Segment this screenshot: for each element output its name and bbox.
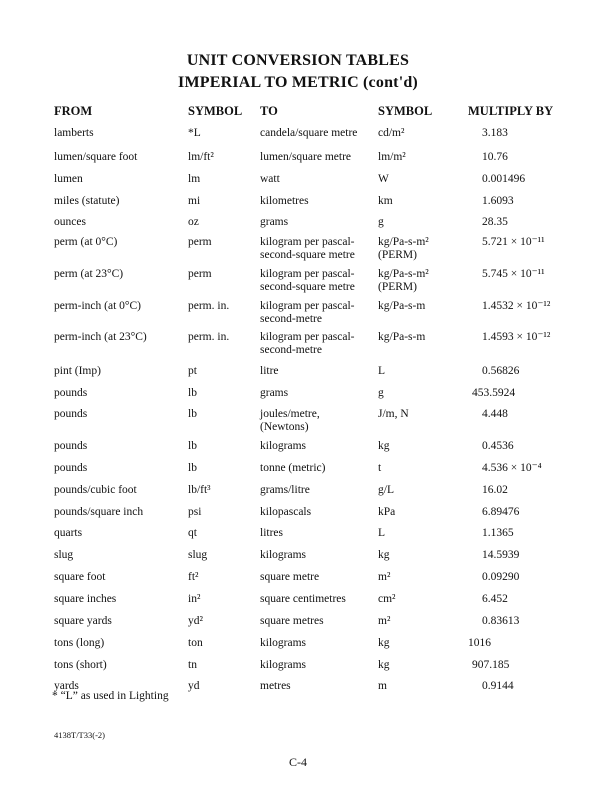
cell-to <box>260 408 320 434</box>
cell-to-line: metres <box>260 680 291 692</box>
cell-multiply-by: 6.452 <box>482 593 508 605</box>
cell-symbol: lm/ft² <box>188 151 214 163</box>
cell-multiply-by: 5.721 × 10⁻¹¹ <box>482 236 545 248</box>
cell-symbol: perm <box>188 268 212 280</box>
cell-symbol-metric <box>378 506 395 519</box>
cell-to <box>260 216 288 229</box>
cell-multiply-by: 16.02 <box>482 484 508 496</box>
cell-multiply-by: 0.83613 <box>482 615 520 627</box>
cell-to-line: kilogram per pascal- <box>260 236 355 248</box>
cell-symbol-metric-line: m² <box>378 615 391 627</box>
cell-symbol: ft² <box>188 571 199 583</box>
cell-from: pounds/cubic foot <box>54 484 137 496</box>
cell-symbol-metric <box>378 637 390 650</box>
cell-symbol: lb <box>188 462 197 474</box>
cell-to-line: candela/square metre <box>260 127 358 139</box>
cell-symbol-metric-line: g <box>378 216 384 228</box>
cell-symbol: perm. in. <box>188 331 230 343</box>
cell-multiply-by: 6.89476 <box>482 506 520 518</box>
cell-to <box>260 637 306 650</box>
cell-symbol: lb <box>188 387 197 399</box>
cell-symbol-metric-line: (PERM) <box>378 249 417 261</box>
cell-to <box>260 506 311 519</box>
cell-to <box>260 680 291 693</box>
cell-symbol-metric <box>378 173 389 186</box>
cell-to-line: grams <box>260 216 289 228</box>
cell-to-line: kilogram per pascal- <box>260 300 355 312</box>
cell-multiply-by: 0.9144 <box>482 680 514 692</box>
cell-symbol-metric-line: cd/m² <box>378 127 405 139</box>
cell-to <box>260 127 357 140</box>
cell-to <box>260 365 279 378</box>
cell-symbol-metric-line: kg/Pa-s-m² <box>378 268 429 280</box>
cell-symbol: lb <box>188 440 197 452</box>
cell-to <box>260 195 309 208</box>
cell-symbol-metric <box>378 216 384 229</box>
cell-multiply-by: 0.4536 <box>482 440 514 452</box>
cell-to-line: kilopascals <box>260 506 312 518</box>
cell-symbol: lm <box>188 173 201 185</box>
cell-to-line: lumen/square metre <box>260 151 352 163</box>
cell-symbol-metric <box>378 151 406 164</box>
cell-multiply-by: 4.536 × 10⁻⁴ <box>482 462 542 474</box>
cell-to <box>260 300 355 326</box>
cell-from: pint (Imp) <box>54 365 101 377</box>
cell-symbol-metric-line: cm² <box>378 593 396 605</box>
cell-symbol-metric <box>378 195 393 208</box>
cell-from: tons (short) <box>54 659 107 671</box>
cell-symbol-metric-line: m <box>378 680 387 692</box>
cell-symbol: slug <box>188 549 208 561</box>
cell-symbol-metric-line: g/L <box>378 484 394 496</box>
cell-symbol-metric <box>378 408 409 421</box>
cell-multiply-by: 5.745 × 10⁻¹¹ <box>482 268 545 280</box>
cell-from: quarts <box>54 527 83 539</box>
cell-multiply-by: 1016 <box>468 637 491 649</box>
cell-to-line: watt <box>260 173 280 185</box>
cell-from: lumen <box>54 173 83 185</box>
cell-to-line: second-metre <box>260 313 322 325</box>
cell-symbol-metric <box>378 300 425 313</box>
cell-to-line: second-square metre <box>260 281 355 293</box>
cell-symbol: perm <box>188 236 212 248</box>
cell-symbol-metric <box>378 268 429 294</box>
cell-to-line: litres <box>260 527 283 539</box>
cell-symbol-metric-line: lm/m² <box>378 151 406 163</box>
cell-from: perm (at 0°C) <box>54 236 118 248</box>
cell-to <box>260 571 319 584</box>
cell-symbol-metric-line: kg/Pa-s-m² <box>378 236 429 248</box>
cell-from: tons (long) <box>54 637 105 649</box>
cell-to-line: (Newtons) <box>260 421 309 433</box>
cell-from: lamberts <box>54 127 94 139</box>
cell-symbol: perm. in. <box>188 300 230 312</box>
cell-multiply-by: 1.6093 <box>482 195 514 207</box>
cell-from: yards <box>54 680 79 692</box>
footnote: * “L” as used in Lighting <box>52 690 169 702</box>
cell-from: pounds <box>54 387 88 399</box>
cell-from: pounds <box>54 462 88 474</box>
cell-to-line: grams/litre <box>260 484 310 496</box>
cell-multiply-by: 453.5924 <box>472 387 516 399</box>
cell-from: slug <box>54 549 74 561</box>
cell-multiply-by: 0.56826 <box>482 365 520 377</box>
cell-from: ounces <box>54 216 86 228</box>
page-number: C-4 <box>289 755 307 769</box>
cell-symbol-metric <box>378 615 390 628</box>
cell-symbol-metric-line: W <box>378 173 389 185</box>
cell-to-line: litre <box>260 365 279 377</box>
cell-symbol: mi <box>188 195 201 207</box>
document-code: 4138T/T33(-2) <box>54 730 105 740</box>
cell-multiply-by: 28.35 <box>482 216 508 228</box>
cell-from: pounds/square inch <box>54 506 144 518</box>
cell-from: perm-inch (at 23°C) <box>54 331 147 343</box>
cell-symbol: ton <box>188 637 203 649</box>
cell-symbol-metric-line: kPa <box>378 506 396 518</box>
cell-symbol: in² <box>188 593 201 605</box>
cell-to-line: joules/metre, <box>260 408 320 420</box>
cell-to-line: second-square metre <box>260 249 355 261</box>
cell-symbol-metric-line: kg/Pa-s-m <box>378 300 426 312</box>
cell-to <box>260 615 324 628</box>
cell-symbol-metric-line: kg <box>378 440 390 452</box>
cell-multiply-by: 0.001496 <box>482 173 526 185</box>
cell-to <box>260 484 310 497</box>
cell-to <box>260 173 280 186</box>
cell-to-line: kilograms <box>260 637 306 649</box>
cell-to <box>260 549 306 562</box>
cell-symbol-metric-line: kg <box>378 549 390 561</box>
cell-symbol: yd² <box>188 615 203 627</box>
cell-symbol: *L <box>188 127 201 139</box>
cell-to-line: tonne (metric) <box>260 462 326 474</box>
cell-symbol-metric <box>378 484 394 497</box>
cell-to <box>260 593 346 606</box>
cell-symbol-metric <box>378 331 425 344</box>
cell-from: perm (at 23°C) <box>54 268 124 280</box>
cell-to-line: kilograms <box>260 549 306 561</box>
cell-to-line: kilometres <box>260 195 309 207</box>
cell-multiply-by: 0.09290 <box>482 571 520 583</box>
cell-symbol: lb <box>188 408 197 420</box>
page-title: UNIT CONVERSION TABLES <box>186 52 410 69</box>
header-multiply-by: MULTIPLY BY <box>468 104 554 118</box>
cell-symbol-metric <box>378 387 384 400</box>
cell-symbol-metric-line: g <box>378 387 384 399</box>
cell-to-line: square centimetres <box>260 593 346 605</box>
cell-to-line: kilograms <box>260 440 306 452</box>
cell-from: pounds <box>54 408 88 420</box>
cell-to <box>260 268 355 294</box>
cell-symbol-metric <box>378 365 385 378</box>
cell-to <box>260 331 355 357</box>
cell-symbol-metric <box>378 680 387 693</box>
cell-multiply-by: 10.76 <box>482 151 508 163</box>
cell-from: perm-inch (at 0°C) <box>54 300 141 312</box>
cell-from: miles (statute) <box>54 195 120 207</box>
cell-multiply-by: 1.1365 <box>482 527 514 539</box>
cell-multiply-by: 907.185 <box>472 659 510 671</box>
cell-symbol-metric <box>378 593 396 606</box>
cell-symbol-metric-line: (PERM) <box>378 281 417 293</box>
cell-to-line: kilogram per pascal- <box>260 331 355 343</box>
cell-symbol-metric-line: kg <box>378 659 390 671</box>
cell-to <box>260 236 355 262</box>
cell-from: square yards <box>54 615 112 627</box>
cell-to-line: square metre <box>260 571 320 583</box>
header-symbol: SYMBOL <box>188 104 243 118</box>
cell-to-line: kilograms <box>260 659 306 671</box>
cell-to <box>260 462 325 475</box>
cell-to <box>260 527 283 540</box>
cell-symbol-metric <box>378 571 390 584</box>
cell-symbol-metric-line: km <box>378 195 393 207</box>
cell-to <box>260 387 288 400</box>
cell-multiply-by: 3.183 <box>482 127 508 139</box>
cell-multiply-by: 1.4593 × 10⁻¹² <box>482 331 551 343</box>
cell-symbol-metric-line: L <box>378 527 386 539</box>
cell-symbol-metric <box>378 236 429 262</box>
cell-symbol-metric-line: t <box>378 462 382 474</box>
cell-symbol-metric-line: L <box>378 365 386 377</box>
cell-multiply-by: 1.4532 × 10⁻¹² <box>482 300 551 312</box>
cell-from: pounds <box>54 440 88 452</box>
page-subtitle: IMPERIAL TO METRIC (cont'd) <box>178 74 418 91</box>
cell-multiply-by: 14.5939 <box>482 549 520 561</box>
cell-symbol: psi <box>188 506 202 518</box>
cell-symbol: oz <box>188 216 199 228</box>
cell-symbol: yd <box>188 680 200 692</box>
cell-symbol-metric-line: kg/Pa-s-m <box>378 331 426 343</box>
cell-symbol: tn <box>188 659 197 671</box>
cell-to <box>260 659 306 672</box>
cell-symbol-metric <box>378 462 381 475</box>
header-to: TO <box>260 104 278 118</box>
cell-symbol-metric <box>378 527 385 540</box>
cell-symbol: pt <box>188 365 197 377</box>
cell-symbol-metric-line: kg <box>378 637 390 649</box>
header-from: FROM <box>54 104 93 118</box>
cell-symbol-metric <box>378 127 404 140</box>
cell-from: square inches <box>54 593 117 605</box>
cell-to-line: second-metre <box>260 344 322 356</box>
cell-symbol-metric-line: m² <box>378 571 391 583</box>
cell-multiply-by: 4.448 <box>482 408 508 420</box>
header-symbol-metric: SYMBOL <box>378 104 433 118</box>
cell-from: lumen/square foot <box>54 151 138 163</box>
cell-symbol: lb/ft³ <box>188 484 211 496</box>
cell-to-line: square metres <box>260 615 324 627</box>
cell-to-line: grams <box>260 387 289 399</box>
cell-symbol-metric <box>378 440 390 453</box>
cell-to <box>260 440 306 453</box>
cell-symbol: qt <box>188 527 197 539</box>
cell-to <box>260 151 351 164</box>
cell-symbol-metric <box>378 659 390 672</box>
cell-to-line: kilogram per pascal- <box>260 268 355 280</box>
cell-symbol-metric <box>378 549 390 562</box>
cell-from: square foot <box>54 571 106 583</box>
cell-symbol-metric-line: J/m, N <box>378 408 409 420</box>
